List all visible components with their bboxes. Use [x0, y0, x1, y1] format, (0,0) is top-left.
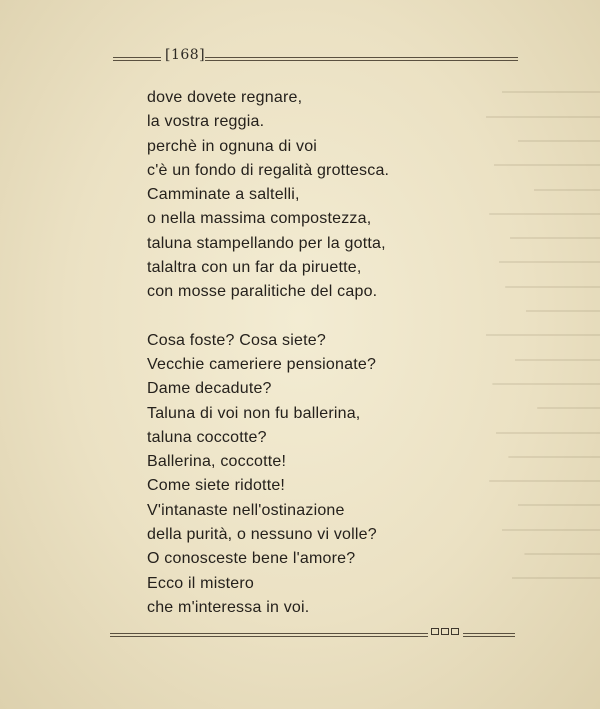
- poem-line: dove dovete regnare,: [147, 89, 303, 106]
- poem-line: O conosceste bene l'amore?: [147, 550, 356, 568]
- poem-line: Vecchie cameriere pensionate?: [147, 355, 377, 373]
- poem-line: Dame decadute?: [147, 380, 272, 398]
- footer-rule: [0, 628, 600, 644]
- poem-line: che m'interessa in voi.: [147, 598, 310, 616]
- poem-line: Taluna di voi non fu ballerina,: [147, 404, 361, 422]
- show-through-texture: [470, 78, 600, 618]
- page-number: [168]: [165, 47, 206, 63]
- poem-line: talaltra con un far da piruette,: [147, 259, 362, 277]
- poem-line: con mosse paralitiche del capo.: [147, 283, 378, 301]
- poem-line: V'intanaste nell'ostinazione: [147, 501, 345, 519]
- poem-line: c'è un fondo di regalità grottesca.: [147, 161, 390, 179]
- poem-text: [147, 86, 389, 620]
- poem-line: Camminate a saltelli,: [147, 186, 300, 204]
- stanza-1: [147, 86, 389, 305]
- poem-line: Come siete ridotte!: [147, 477, 286, 495]
- poem-line: Ecco il mistero: [147, 574, 255, 592]
- poem-line: la vostra reggia.: [147, 113, 265, 131]
- poem-line: perchè in ognuna di voi: [147, 137, 318, 155]
- poem-line: taluna stampellando per la gotta,: [147, 234, 386, 252]
- poem-line: o nella massima compostezza,: [147, 210, 372, 228]
- poem-line: taluna coccotte?: [147, 428, 267, 446]
- poem-line: Cosa foste? Cosa siete?: [147, 331, 326, 349]
- stanza-break: [147, 305, 389, 329]
- stanza-2: [147, 329, 389, 621]
- poem-line: della purità, o nessuno vi volle?: [147, 526, 377, 544]
- poem-line: Ballerina, coccotte!: [147, 453, 287, 471]
- header-rule: [0, 48, 600, 68]
- three-square-ornament-icon: [431, 628, 459, 635]
